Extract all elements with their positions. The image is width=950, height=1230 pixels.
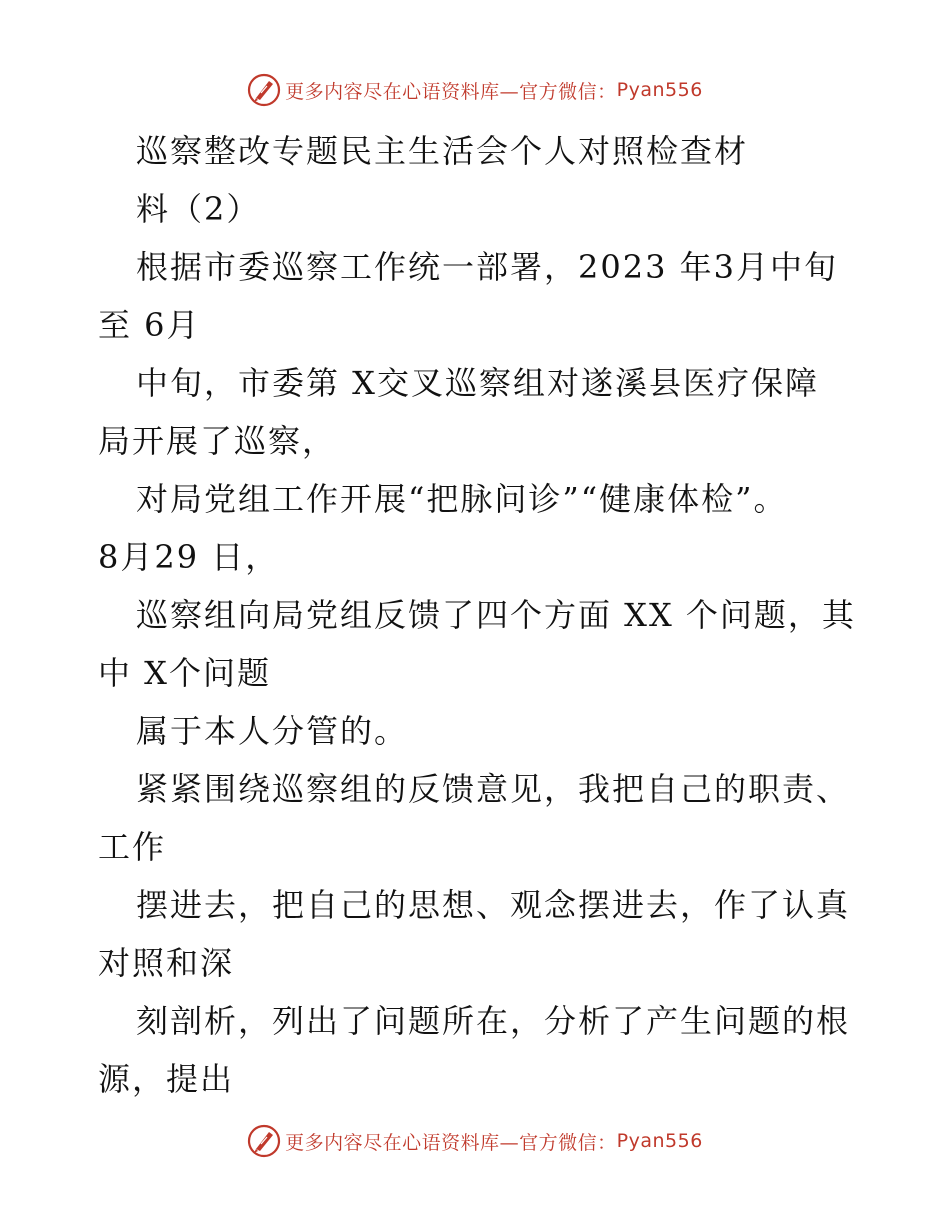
text-line: 至 6月 <box>98 306 201 344</box>
watermark-handle: Pyan556 <box>616 1130 703 1152</box>
text-line: 局开展了巡察， <box>98 422 337 460</box>
quill-logo-icon <box>247 73 281 107</box>
text-line: 巡察组向局党组反馈了四个方面 XX 个问题，其 <box>136 596 856 634</box>
text-line: 料（2） <box>136 190 261 228</box>
text-line: 工作 <box>98 828 167 866</box>
quill-logo-icon <box>247 1124 281 1158</box>
text-line: 对照和深 <box>98 944 235 982</box>
text-line: 源，提出 <box>98 1060 235 1098</box>
text-line: 摆进去，把自己的思想、观念摆进去，作了认真 <box>136 886 851 924</box>
text-line: 巡察整改专题民主生活会个人对照检查材 <box>136 132 749 170</box>
text-line: 对局党组工作开展“把脉问诊”“健康体检”。 <box>136 480 788 518</box>
watermark-handle: Pyan556 <box>616 79 703 101</box>
text-line: 刻剖析，列出了问题所在，分析了产生问题的根 <box>136 1002 851 1040</box>
watermark-text: 更多内容尽在心语资料库—官方微信： <box>285 1131 617 1154</box>
header-watermark <box>0 70 950 110</box>
document-body <box>98 122 858 1108</box>
text-line: 属于本人分管的。 <box>136 712 409 750</box>
text-line: 8月29 日， <box>98 538 280 576</box>
footer-watermark <box>0 1121 950 1161</box>
text-line: 紧紧围绕巡察组的反馈意见，我把自己的职责、 <box>136 770 851 808</box>
text-line: 中旬，市委第 X交叉巡察组对遂溪县医疗保障 <box>136 364 819 402</box>
watermark-text: 更多内容尽在心语资料库—官方微信： <box>285 80 617 103</box>
text-line: 根据市委巡察工作统一部署，2023 年3月中旬 <box>136 248 838 286</box>
text-line: 中 X个问题 <box>98 654 271 692</box>
